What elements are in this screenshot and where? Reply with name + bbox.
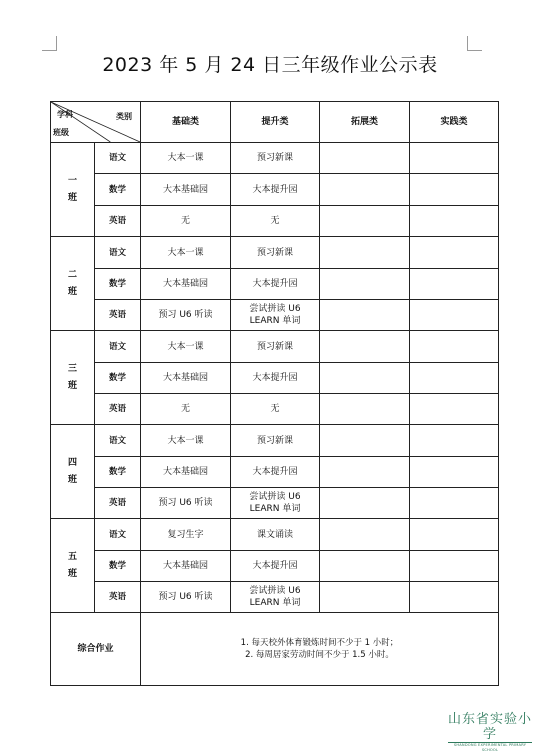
basic-cell: 预习 U6 听读 bbox=[141, 582, 231, 613]
top-left-crop-mark bbox=[42, 36, 57, 51]
class-name-cell bbox=[51, 425, 95, 519]
practice-cell bbox=[410, 269, 499, 300]
header-corner-cell bbox=[51, 102, 141, 143]
practice-cell bbox=[410, 174, 499, 206]
extend-cell bbox=[320, 363, 410, 394]
extend-cell bbox=[320, 269, 410, 300]
table-row bbox=[51, 582, 499, 613]
extend-cell bbox=[320, 300, 410, 331]
class-name-char: 四 bbox=[67, 457, 77, 468]
column-header-basic: 基础类 bbox=[141, 102, 231, 143]
table-row bbox=[51, 488, 499, 519]
class-name-cell bbox=[51, 519, 95, 613]
practice-cell bbox=[410, 363, 499, 394]
summary-item: 2. 每周居家劳动时间不少于 1.5 小时。 bbox=[245, 650, 394, 660]
basic-cell: 大本一课 bbox=[141, 143, 231, 174]
subject-cell: 英语 bbox=[95, 394, 141, 425]
summary-content bbox=[141, 613, 499, 686]
extend-cell bbox=[320, 237, 410, 269]
extend-cell bbox=[320, 457, 410, 488]
improve-cell: 预习新课 bbox=[231, 331, 320, 363]
school-logo-name: 山东省实验小学 bbox=[447, 712, 532, 742]
extend-cell bbox=[320, 519, 410, 551]
column-header-practice: 实践类 bbox=[410, 102, 499, 143]
subject-cell: 语文 bbox=[95, 519, 141, 551]
improve-cell: 预习新课 bbox=[231, 143, 320, 174]
subject-cell: 语文 bbox=[95, 237, 141, 269]
extend-cell bbox=[320, 394, 410, 425]
table-row bbox=[51, 300, 499, 331]
practice-cell bbox=[410, 488, 499, 519]
improve-cell: 大本提升园 bbox=[231, 269, 320, 300]
school-logo bbox=[442, 712, 538, 753]
practice-cell bbox=[410, 582, 499, 613]
subject-cell: 语文 bbox=[95, 425, 141, 457]
subject-cell: 数学 bbox=[95, 363, 141, 394]
class-name-char: 一 bbox=[67, 175, 77, 186]
basic-cell: 大本基础园 bbox=[141, 269, 231, 300]
class-name-char: 班 bbox=[67, 474, 77, 485]
class-name-cell bbox=[51, 143, 95, 237]
improve-cell: 预习新课 bbox=[231, 237, 320, 269]
subject-cell: 语文 bbox=[95, 331, 141, 363]
table-row bbox=[51, 174, 499, 206]
basic-cell: 大本基础园 bbox=[141, 551, 231, 582]
table-row bbox=[51, 457, 499, 488]
homework-table bbox=[50, 101, 499, 686]
subject-cell: 数学 bbox=[95, 269, 141, 300]
class-name-char: 二 bbox=[67, 269, 77, 280]
improve-cell: 预习新课 bbox=[231, 425, 320, 457]
practice-cell bbox=[410, 206, 499, 237]
table-row bbox=[51, 519, 499, 551]
improve-cell: 尝试拼读 U6 LEARN 单词 bbox=[231, 300, 320, 331]
table-row bbox=[51, 143, 499, 174]
table-row bbox=[51, 363, 499, 394]
extend-cell bbox=[320, 488, 410, 519]
summary-label: 综合作业 bbox=[51, 613, 141, 686]
class-name-cell bbox=[51, 331, 95, 425]
column-header-extend: 拓展类 bbox=[320, 102, 410, 143]
improve-cell: 无 bbox=[231, 206, 320, 237]
practice-cell bbox=[410, 457, 499, 488]
school-logo-english: SHANDONG EXPERIMENTAL PRIMARY SCHOOL bbox=[448, 742, 532, 753]
improve-cell: 大本提升园 bbox=[231, 174, 320, 206]
practice-cell bbox=[410, 551, 499, 582]
extend-cell bbox=[320, 206, 410, 237]
extend-cell bbox=[320, 582, 410, 613]
subject-cell: 英语 bbox=[95, 488, 141, 519]
basic-cell: 大本一课 bbox=[141, 425, 231, 457]
extend-cell bbox=[320, 331, 410, 363]
corner-class-label: 班级 bbox=[53, 128, 69, 137]
subject-cell: 语文 bbox=[95, 143, 141, 174]
basic-cell: 大本一课 bbox=[141, 331, 231, 363]
extend-cell bbox=[320, 425, 410, 457]
improve-cell: 课文诵读 bbox=[231, 519, 320, 551]
practice-cell bbox=[410, 394, 499, 425]
extend-cell bbox=[320, 551, 410, 582]
basic-cell: 预习 U6 听读 bbox=[141, 488, 231, 519]
class-name-cell bbox=[51, 237, 95, 331]
improve-cell: 尝试拼读 U6 LEARN 单词 bbox=[231, 582, 320, 613]
basic-cell: 无 bbox=[141, 394, 231, 425]
practice-cell bbox=[410, 300, 499, 331]
table-row bbox=[51, 237, 499, 269]
basic-cell: 大本基础园 bbox=[141, 363, 231, 394]
basic-cell: 无 bbox=[141, 206, 231, 237]
table-row bbox=[51, 394, 499, 425]
basic-cell: 大本一课 bbox=[141, 237, 231, 269]
class-name-char: 三 bbox=[67, 363, 77, 374]
subject-cell: 数学 bbox=[95, 551, 141, 582]
extend-cell bbox=[320, 174, 410, 206]
practice-cell bbox=[410, 425, 499, 457]
subject-cell: 数学 bbox=[95, 457, 141, 488]
basic-cell: 大本基础园 bbox=[141, 457, 231, 488]
improve-cell: 无 bbox=[231, 394, 320, 425]
basic-cell: 预习 U6 听读 bbox=[141, 300, 231, 331]
improve-cell: 尝试拼读 U6 LEARN 单词 bbox=[231, 488, 320, 519]
table-row bbox=[51, 425, 499, 457]
summary-item: 1. 每天校外体育锻炼时间不少于 1 小时； bbox=[240, 638, 399, 648]
table-row bbox=[51, 269, 499, 300]
practice-cell bbox=[410, 143, 499, 174]
subject-cell: 英语 bbox=[95, 300, 141, 331]
basic-cell: 大本基础园 bbox=[141, 174, 231, 206]
basic-cell: 复习生字 bbox=[141, 519, 231, 551]
page-title: 2023 年 5 月 24 日三年级作业公示表 bbox=[102, 54, 438, 76]
class-name-char: 班 bbox=[67, 380, 77, 391]
corner-category-label: 类别 bbox=[116, 112, 132, 121]
subject-cell: 英语 bbox=[95, 582, 141, 613]
column-header-improve: 提升类 bbox=[231, 102, 320, 143]
class-name-char: 班 bbox=[67, 192, 77, 203]
table-row bbox=[51, 551, 499, 582]
class-name-char: 班 bbox=[67, 286, 77, 297]
top-right-crop-mark bbox=[467, 36, 482, 51]
header-row bbox=[51, 102, 499, 143]
subject-cell: 英语 bbox=[95, 206, 141, 237]
corner-subject-label: 学科 bbox=[57, 110, 73, 119]
practice-cell bbox=[410, 519, 499, 551]
table-row bbox=[51, 206, 499, 237]
summary-row bbox=[51, 613, 499, 686]
class-name-char: 五 bbox=[67, 551, 77, 562]
practice-cell bbox=[410, 331, 499, 363]
improve-cell: 大本提升园 bbox=[231, 551, 320, 582]
class-name-char: 班 bbox=[67, 568, 77, 579]
improve-cell: 大本提升园 bbox=[231, 363, 320, 394]
extend-cell bbox=[320, 143, 410, 174]
improve-cell: 大本提升园 bbox=[231, 457, 320, 488]
practice-cell bbox=[410, 237, 499, 269]
table-row bbox=[51, 331, 499, 363]
subject-cell: 数学 bbox=[95, 174, 141, 206]
